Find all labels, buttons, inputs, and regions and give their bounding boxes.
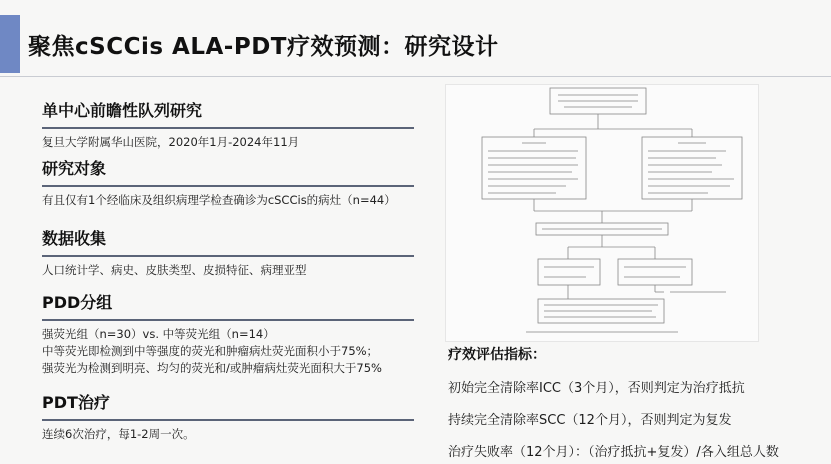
section-study-type [42,98,422,151]
section-text: 强荧光为检测到明亮、均匀的荧光和/或肿瘤病灶荧光面积大于75% [42,360,382,375]
evaluation-item: 持续完全清除率SCC（12个月），否则判定为复发 [448,413,732,428]
flowchart-graphic [446,85,758,341]
section-divider [42,185,414,187]
section-text: 连续6次治疗，每1-2周一次。 [42,426,195,441]
section-divider [42,127,414,129]
section-heading: 研究对象 [42,159,107,178]
section-heading: 单中心前瞻性队列研究 [42,101,203,120]
section-pdt-treatment [42,390,422,443]
evaluation-panel [448,344,818,460]
section-text: 人口统计学、病史、皮肤类型、皮损特征、病理亚型 [42,262,307,277]
section-subjects [42,156,422,209]
section-text: 强荧光组（n=30）vs. 中等荧光组（n=14） [42,326,275,341]
section-heading: 数据收集 [42,229,107,248]
study-flowchart-figure [445,84,759,342]
section-divider [42,255,414,257]
section-divider [42,319,414,321]
section-text: 中等荧光即检测到中等强度的荧光和肿瘤病灶荧光面积小于75%； [42,343,379,358]
slide-title: 聚焦cSCCis ALA-PDT疗效预测：研究设计 [28,34,499,60]
evaluation-item: 治疗失败率（12个月）：（治疗抵抗+复发）/各入组总人数 [448,445,779,460]
title-divider [0,76,831,77]
title-accent-bar [0,15,20,73]
evaluation-item: 初始完全清除率ICC（3个月），否则判定为治疗抵抗 [448,381,745,396]
section-text: 复旦大学附属华山医院，2020年1月-2024年11月 [42,134,300,149]
section-data-collection [42,226,422,279]
evaluation-heading: 疗效评估指标： [448,347,546,363]
section-heading: PDD分组 [42,293,113,312]
section-text: 有且仅有1个经临床及组织病理学检查确诊为cSCCis的病灶（n=44） [42,192,396,207]
section-pdd-groups [42,290,422,377]
section-divider [42,419,414,421]
section-heading: PDT治疗 [42,393,110,412]
